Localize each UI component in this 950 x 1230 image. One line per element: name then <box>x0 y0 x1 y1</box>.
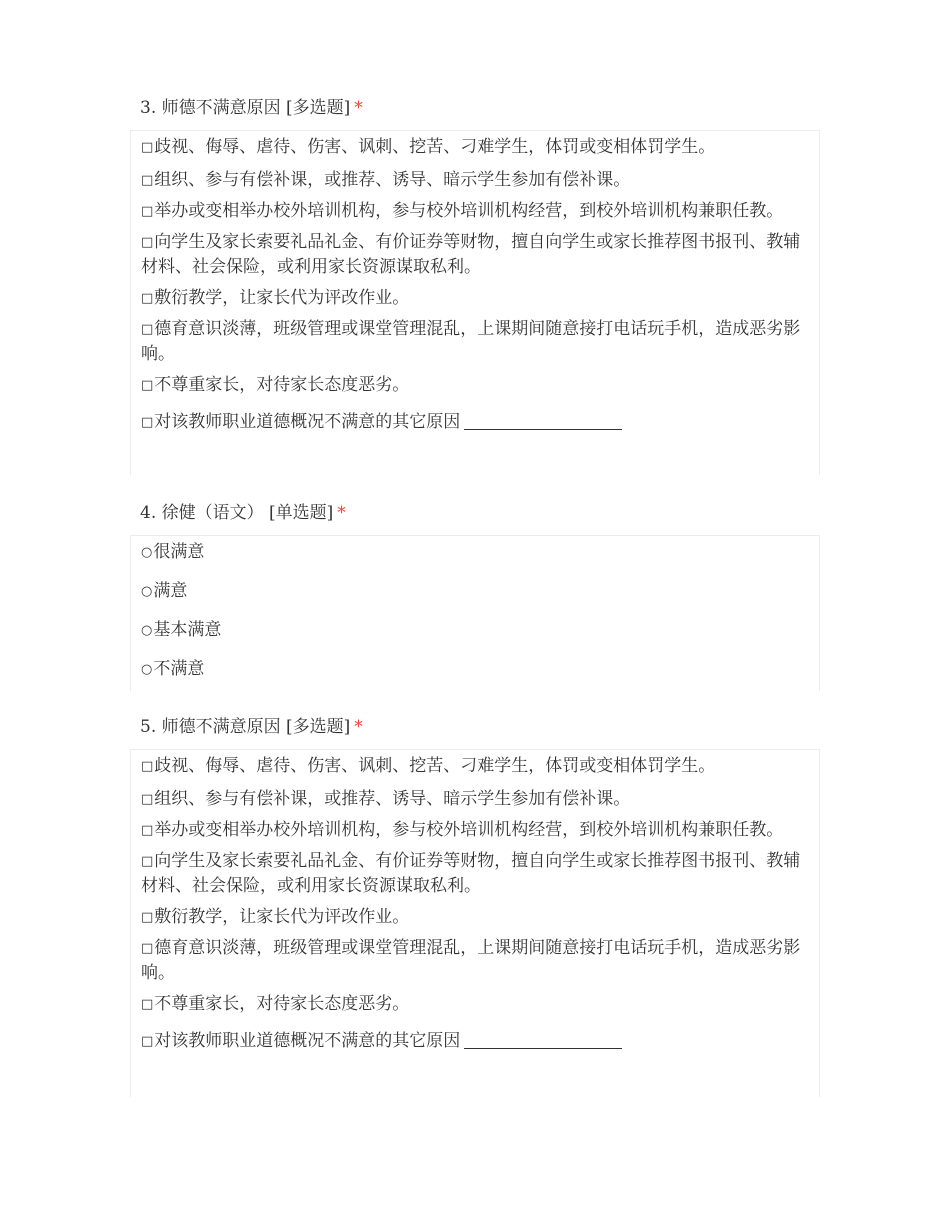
option-item[interactable] <box>141 657 805 682</box>
required-mark: * <box>337 503 346 523</box>
option-item[interactable] <box>141 754 805 779</box>
checkbox-icon[interactable]: □ <box>141 792 154 807</box>
checkbox-icon[interactable]: □ <box>141 173 154 188</box>
options-box <box>130 130 820 475</box>
question-3 <box>130 96 820 475</box>
question-title-text: 3. 师德不满意原因 [多选题] <box>140 98 351 118</box>
required-mark: * <box>354 717 363 737</box>
checkbox-icon[interactable]: □ <box>141 910 154 925</box>
options-box <box>130 535 820 691</box>
option-label: 对该教师职业道德概况不满意的其它原因 <box>154 412 461 432</box>
option-label: 很满意 <box>153 542 205 562</box>
option-label: 组织、参与有偿补课，或推荐、诱导、暗示学生参加有偿补课。 <box>154 789 631 809</box>
option-item[interactable] <box>141 579 805 604</box>
options-box <box>130 749 820 1097</box>
required-mark: * <box>354 98 363 118</box>
option-label: 举办或变相举办校外培训机构，参与校外培训机构经营，到校外培训机构兼职任教。 <box>154 201 784 221</box>
option-item[interactable] <box>141 618 805 643</box>
checkbox-icon[interactable]: □ <box>141 378 154 393</box>
question-title <box>140 501 820 525</box>
checkbox-icon[interactable]: □ <box>141 235 154 250</box>
option-item[interactable] <box>141 199 805 224</box>
option-item[interactable] <box>141 540 805 565</box>
checkbox-icon[interactable]: □ <box>141 1034 154 1049</box>
question-title <box>140 96 820 120</box>
option-item[interactable] <box>141 135 805 160</box>
option-label: 不尊重家长，对待家长态度恶劣。 <box>154 375 410 395</box>
checkbox-icon[interactable]: □ <box>141 759 154 774</box>
option-label: 基本满意 <box>153 620 222 640</box>
option-label: 举办或变相举办校外培训机构，参与校外培训机构经营，到校外培训机构兼职任教。 <box>154 820 784 840</box>
other-reason-input[interactable] <box>464 1030 622 1049</box>
question-title-text: 4. 徐健（语文） [单选题] <box>140 503 334 523</box>
option-label: 敷衍教学，让家长代为评改作业。 <box>154 288 410 308</box>
checkbox-icon[interactable]: □ <box>141 140 154 155</box>
checkbox-icon[interactable]: □ <box>141 941 154 956</box>
question-5 <box>130 715 820 1097</box>
checkbox-icon[interactable]: □ <box>141 291 154 306</box>
option-item[interactable] <box>141 286 805 311</box>
question-title <box>140 715 820 739</box>
option-item-other[interactable] <box>141 410 805 435</box>
option-item[interactable] <box>141 230 805 280</box>
option-label: 歧视、侮辱、虐待、伤害、讽刺、挖苦、刁难学生，体罚或变相体罚学生。 <box>154 137 716 157</box>
checkbox-icon[interactable]: □ <box>141 322 154 337</box>
option-label: 对该教师职业道德概况不满意的其它原因 <box>154 1031 461 1051</box>
other-reason-input[interactable] <box>464 411 622 430</box>
option-item[interactable] <box>141 818 805 843</box>
radio-icon[interactable]: ○ <box>141 545 153 560</box>
question-4 <box>130 501 820 691</box>
option-label: 不尊重家长，对待家长态度恶劣。 <box>154 994 410 1014</box>
option-label: 向学生及家长索要礼品礼金、有价证券等财物，擅自向学生或家长推荐图书报刊、教辅材料、社会保险，或利用家长资源谋取私利。 <box>141 851 801 896</box>
option-item[interactable] <box>141 992 805 1017</box>
radio-icon[interactable]: ○ <box>141 623 153 638</box>
option-item-other[interactable] <box>141 1029 805 1054</box>
option-item[interactable] <box>141 787 805 812</box>
option-label: 满意 <box>153 581 188 601</box>
option-label: 不满意 <box>153 659 205 679</box>
option-item[interactable] <box>141 373 805 398</box>
radio-icon[interactable]: ○ <box>141 584 153 599</box>
checkbox-icon[interactable]: □ <box>141 415 154 430</box>
option-item[interactable] <box>141 317 805 367</box>
option-label: 组织、参与有偿补课，或推荐、诱导、暗示学生参加有偿补课。 <box>154 170 631 190</box>
option-label: 德育意识淡薄，班级管理或课堂管理混乱，上课期间随意接打电话玩手机，造成恶劣影响。 <box>141 938 801 983</box>
radio-icon[interactable]: ○ <box>141 662 153 677</box>
checkbox-icon[interactable]: □ <box>141 854 154 869</box>
option-label: 敷衍教学，让家长代为评改作业。 <box>154 907 410 927</box>
option-item[interactable] <box>141 849 805 899</box>
option-label: 德育意识淡薄，班级管理或课堂管理混乱，上课期间随意接打电话玩手机，造成恶劣影响。 <box>141 319 801 364</box>
option-label: 向学生及家长索要礼品礼金、有价证券等财物，擅自向学生或家长推荐图书报刊、教辅材料、社会保险，或利用家长资源谋取私利。 <box>141 232 801 277</box>
question-title-text: 5. 师德不满意原因 [多选题] <box>140 717 351 737</box>
option-label: 歧视、侮辱、虐待、伤害、讽刺、挖苦、刁难学生，体罚或变相体罚学生。 <box>154 756 716 776</box>
option-item[interactable] <box>141 936 805 986</box>
checkbox-icon[interactable]: □ <box>141 997 154 1012</box>
option-item[interactable] <box>141 168 805 193</box>
checkbox-icon[interactable]: □ <box>141 823 154 838</box>
option-item[interactable] <box>141 905 805 930</box>
checkbox-icon[interactable]: □ <box>141 204 154 219</box>
